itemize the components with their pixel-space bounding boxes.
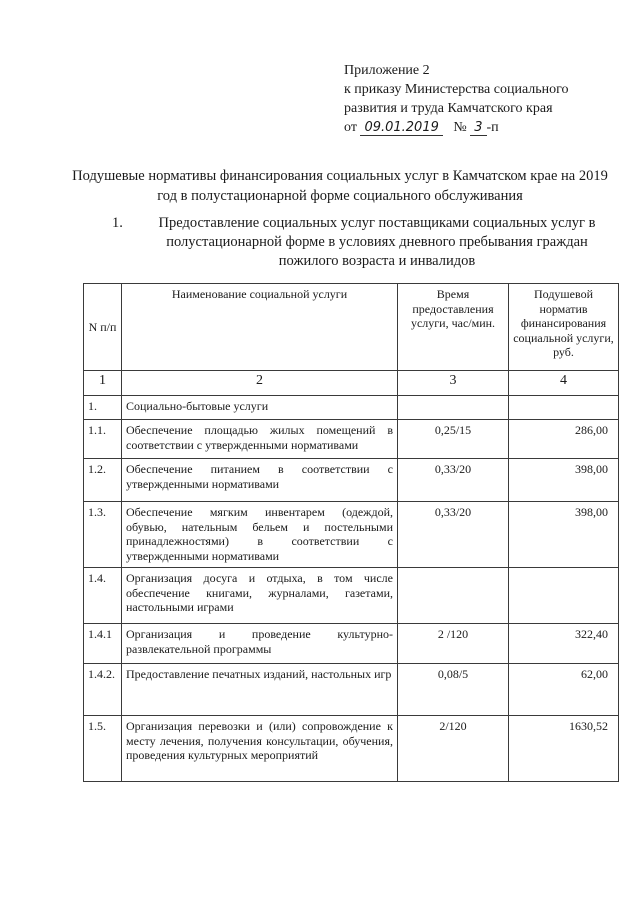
row-num: 1.2. — [84, 459, 122, 502]
section-text: Предоставление социальных услуг поставщиками социальных услуг в полустационарной форме в условиях дневного пребывания граждан пожилого возраста и инвалидов — [158, 215, 596, 269]
row-name: Обеспечение питанием в соответствии с утвержденными нормативами — [122, 459, 398, 502]
annex-date: 09.01.2019 — [360, 120, 442, 136]
row-num: 1.1. — [84, 420, 122, 459]
row-name: Организация досуга и отдыха, в том числе обеспечение книгами, журналами, газетами, настольными играми — [122, 568, 398, 624]
annex-block — [344, 61, 569, 137]
table-row — [84, 716, 619, 782]
row-num: 1.3. — [84, 502, 122, 568]
col-number: 2 — [122, 371, 398, 396]
row-name: Обеспечение мягким инвентарем (одеждой, обувью, нательным бельем и постельными принадлежностями) в соответствии с утвержденными нормативами — [122, 502, 398, 568]
row-norm: 62,00 — [509, 664, 619, 716]
table-row — [84, 420, 619, 459]
header-norm: Подушевой норматив финансирования социальной услуги, руб. — [509, 284, 619, 371]
row-norm: 398,00 — [509, 459, 619, 502]
row-time: 0,25/15 — [398, 420, 509, 459]
annex-suffix: -п — [486, 120, 499, 135]
row-num: 1.4.2. — [84, 664, 122, 716]
row-name: Предоставление печатных изданий, настольных игр — [122, 664, 398, 716]
col-number: 4 — [509, 371, 619, 396]
row-num: 1.5. — [84, 716, 122, 782]
section-number: 1. — [112, 215, 123, 231]
table-row — [84, 624, 619, 664]
header-time: Время предоставления услуги, час/мин. — [398, 284, 509, 371]
annex-number-label: № — [453, 120, 467, 135]
row-time — [398, 396, 509, 420]
row-norm: 286,00 — [509, 420, 619, 459]
header-num: N п/п — [84, 284, 122, 371]
col-number: 3 — [398, 371, 509, 396]
annex-title: Приложение 2 — [344, 63, 430, 78]
table-row — [84, 568, 619, 624]
row-name: Социально-бытовые услуги — [122, 396, 398, 420]
row-norm: 1630,52 — [509, 716, 619, 782]
table-row — [84, 459, 619, 502]
table-row — [84, 396, 619, 420]
annex-number: 3 — [470, 120, 486, 136]
section-heading — [112, 214, 612, 271]
row-time: 0,08/5 — [398, 664, 509, 716]
row-norm — [509, 396, 619, 420]
annex-from-label: от — [344, 120, 357, 135]
header-name: Наименование социальной услуги — [122, 284, 398, 371]
services-table — [83, 283, 619, 782]
row-name: Обеспечение площадью жилых помещений в соответствии с утвержденными нормативами — [122, 420, 398, 459]
row-time — [398, 568, 509, 624]
row-name: Организация и проведение культурно-развлекательной программы — [122, 624, 398, 664]
row-norm — [509, 568, 619, 624]
row-norm: 398,00 — [509, 502, 619, 568]
col-number: 1 — [84, 371, 122, 396]
row-time: 0,33/20 — [398, 459, 509, 502]
row-norm: 322,40 — [509, 624, 619, 664]
table-row — [84, 664, 619, 716]
row-name: Организация перевозки и (или) сопровождение к месту лечения, получения консультации, обучения, проведения культурных мероприятий — [122, 716, 398, 782]
annex-date-line — [344, 118, 569, 137]
row-time: 2 /120 — [398, 624, 509, 664]
annex-order-ref: к приказу Министерства социального — [344, 82, 569, 97]
document-title: Подушевые нормативы финансирования социальных услуг в Камчатском крае на 2019 год в полустационарной форме социального обслуживания — [72, 168, 608, 204]
annex-ministry: развития и труда Камчатского края — [344, 101, 553, 116]
row-num: 1.4. — [84, 568, 122, 624]
table-row — [84, 502, 619, 568]
row-time: 0,33/20 — [398, 502, 509, 568]
row-num: 1.4.1 — [84, 624, 122, 664]
row-num: 1. — [84, 396, 122, 420]
table-header-row — [84, 284, 619, 371]
column-number-row — [84, 371, 619, 396]
row-time: 2/120 — [398, 716, 509, 782]
